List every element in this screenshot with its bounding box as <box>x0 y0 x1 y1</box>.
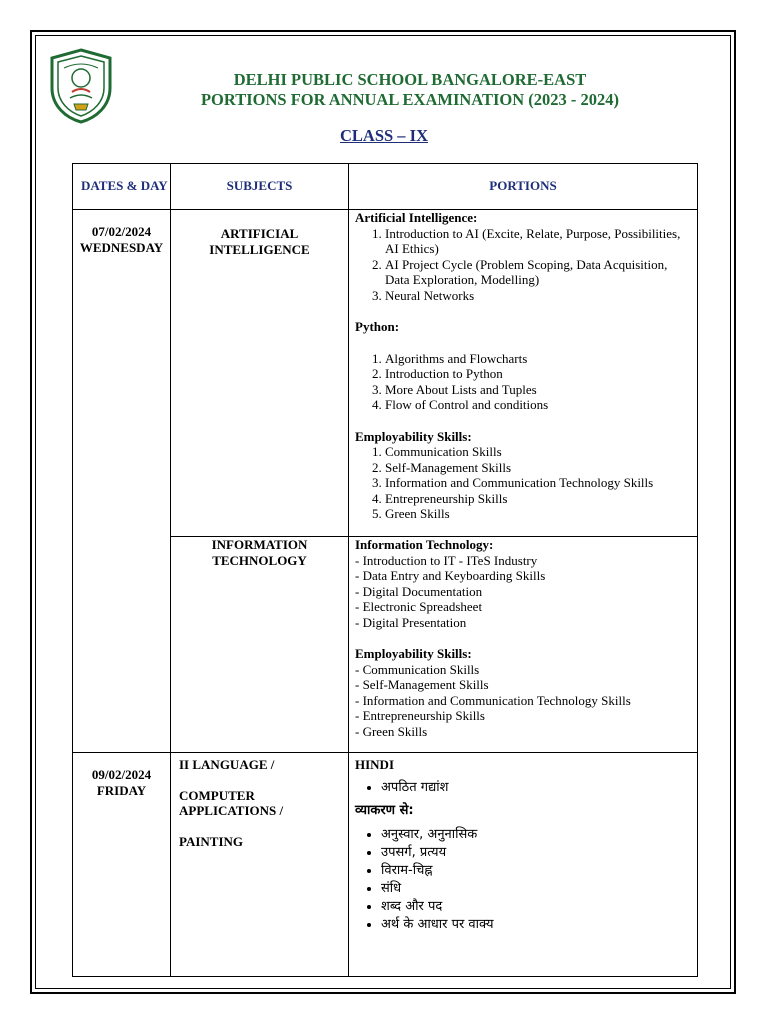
list-item: - Digital Presentation <box>355 614 467 630</box>
employability-list <box>355 444 693 522</box>
portions-cell <box>349 537 698 753</box>
hindi-list <box>355 779 693 797</box>
subject-line: II LANGUAGE / <box>179 757 275 772</box>
exam-day: WEDNESDAY <box>79 239 164 255</box>
list-item: - Digital Documentation <box>355 583 483 599</box>
list-item: - Data Entry and Keyboarding Skills <box>355 568 546 583</box>
list-item: - Green Skills <box>355 723 428 739</box>
section-heading: Python: <box>355 319 400 334</box>
section-heading: Employability Skills: <box>355 428 472 444</box>
list-item: 2. AI Project Cycle (Problem Scoping, Data Acquisition, Data Exploration, Modelling) <box>385 257 693 288</box>
subject-cell <box>171 753 349 977</box>
employability-list <box>355 662 693 740</box>
subject-line: PAINTING <box>179 833 244 849</box>
list-item: 2. Introduction to Python <box>385 366 693 382</box>
list-item: - Communication Skills <box>355 661 480 677</box>
exam-day: FRIDAY <box>96 782 147 798</box>
it-topics-list <box>355 553 693 631</box>
section-heading: Artificial Intelligence: <box>355 210 478 225</box>
list-item: • संधि <box>381 880 693 898</box>
subject-cell <box>171 210 349 537</box>
subject-name: INFORMATION TECHNOLOGY <box>211 537 308 568</box>
list-item: • अर्थ के आधार पर वाक्य <box>381 916 693 934</box>
subject-line: APPLICATIONS / <box>179 803 284 818</box>
list-item: - Introduction to IT - ITeS Industry <box>355 552 538 568</box>
list-item: 3. Information and Communication Technology Skills <box>385 475 693 491</box>
python-topics-list <box>355 351 693 413</box>
section-heading: व्याकरण से: <box>355 802 414 818</box>
list-item: 1. Algorithms and Flowcharts <box>385 351 693 367</box>
section-heading: Employability Skills: <box>355 646 472 661</box>
table-header-row <box>73 164 698 210</box>
subject-name: ARTIFICIAL INTELLIGENCE <box>209 226 310 257</box>
exam-title: PORTIONS FOR ANNUAL EXAMINATION (2023 - 2024) <box>200 90 620 109</box>
portions-cell <box>349 210 698 537</box>
date-cell <box>73 753 171 977</box>
subject-line: COMPUTER <box>179 787 255 803</box>
list-item: • विराम-चिह्न <box>381 862 693 880</box>
grammar-list <box>355 826 693 934</box>
table-row <box>73 753 698 977</box>
ai-topics-list <box>355 226 693 304</box>
list-item: • उपसर्ग, प्रत्यय <box>381 844 693 862</box>
list-item: - Entrepreneurship Skills <box>355 708 485 723</box>
subject-cell <box>171 537 349 753</box>
list-item: 3. More About Lists and Tuples <box>385 382 693 398</box>
section-heading: Information Technology: <box>355 537 494 552</box>
list-item: - Electronic Spreadsheet <box>355 599 483 614</box>
section-heading: HINDI <box>355 757 395 772</box>
list-item: • अनुस्वार, अनुनासिक <box>381 826 693 844</box>
list-item: 4. Flow of Control and conditions <box>385 397 693 413</box>
class-title-text: CLASS – IX <box>339 126 429 145</box>
school-logo-icon <box>48 48 114 124</box>
exam-date: 07/02/2024 <box>91 224 152 239</box>
list-item: - Self-Management Skills <box>355 677 489 692</box>
list-item: 1. Introduction to AI (Excite, Relate, Purpose, Possibilities, AI Ethics) <box>385 226 693 257</box>
list-item: 5. Green Skills <box>385 506 693 522</box>
date-cell <box>73 210 171 753</box>
portions-table <box>72 163 698 977</box>
exam-date: 09/02/2024 <box>91 767 152 782</box>
list-item: 3. Neural Networks <box>385 288 693 304</box>
list-item: - Information and Communication Technology Skills <box>355 692 631 708</box>
list-item: • अपठित गद्यांश <box>381 779 693 797</box>
header-subjects: SUBJECTS <box>171 164 349 210</box>
school-name: DELHI PUBLIC SCHOOL BANGALORE-EAST <box>233 70 587 89</box>
header-dates: DATES & DAY <box>73 164 171 210</box>
portions-cell <box>349 753 698 977</box>
class-title <box>0 126 768 146</box>
list-item: • शब्द और पद <box>381 898 693 916</box>
list-item: 1. Communication Skills <box>385 444 693 460</box>
list-item: 2. Self-Management Skills <box>385 460 693 476</box>
table-row <box>73 210 698 537</box>
header-portions: PORTIONS <box>349 164 698 210</box>
list-item: 4. Entrepreneurship Skills <box>385 491 693 507</box>
